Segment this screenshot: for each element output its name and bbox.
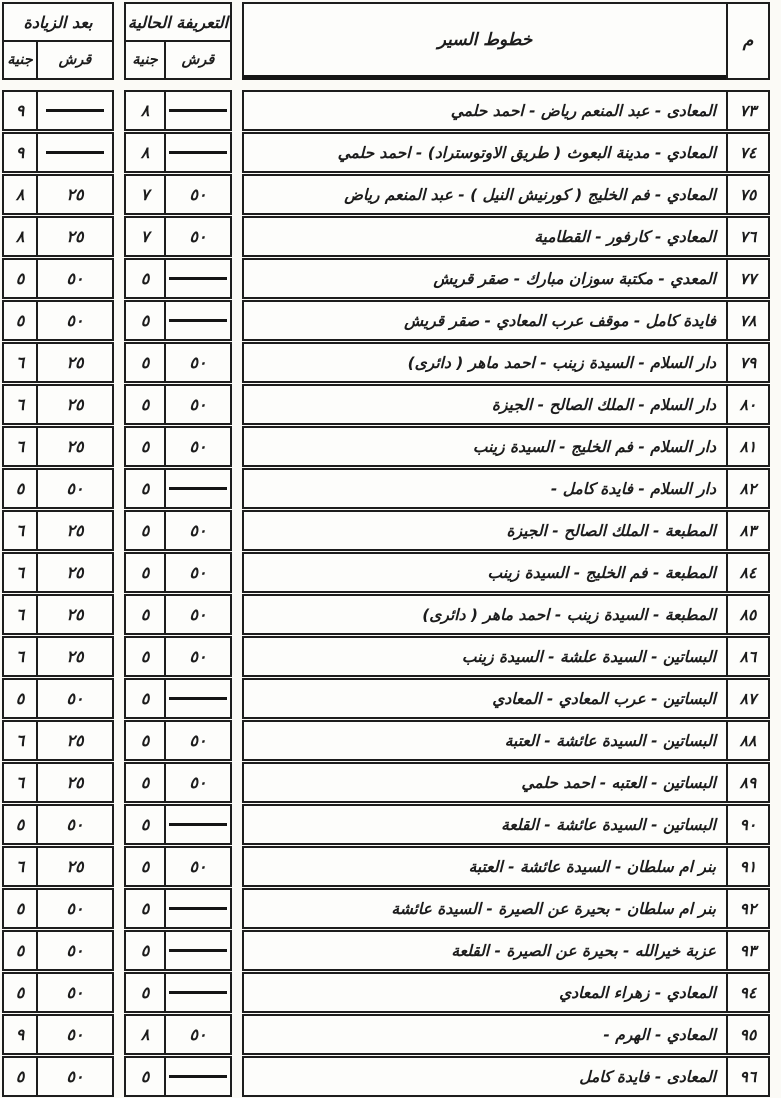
current-qirsh-cell xyxy=(164,888,232,929)
after-qirsh-cell: ٥٠ xyxy=(36,678,114,719)
row-number-cell: ٩٠ xyxy=(726,804,770,845)
dash-placeholder xyxy=(169,991,227,994)
after-qirsh-cell: ٢٥ xyxy=(36,552,114,593)
current-geneh-cell: ٥ xyxy=(124,720,166,761)
table-row xyxy=(0,846,781,887)
dash-placeholder xyxy=(169,949,227,952)
table-row xyxy=(0,384,781,425)
row-number-cell: ٨١ xyxy=(726,426,770,467)
dash-placeholder xyxy=(169,907,227,910)
current-qirsh-cell: ٥٠ xyxy=(164,846,232,887)
route-cell: بنر ام سلطان - السيدة عائشة - العتبة xyxy=(242,846,728,887)
table-row xyxy=(0,216,781,257)
current-geneh-cell: ٥ xyxy=(124,762,166,803)
current-geneh-cell: ٥ xyxy=(124,300,166,341)
current-geneh-cell: ٥ xyxy=(124,846,166,887)
current-geneh-cell: ٥ xyxy=(124,552,166,593)
after-qirsh-cell: ٥٠ xyxy=(36,300,114,341)
dash-placeholder xyxy=(169,151,227,154)
route-cell: المعادي - زهراء المعادي xyxy=(242,972,728,1013)
after-geneh-cell: ٦ xyxy=(2,594,38,635)
after-geneh-cell: ٦ xyxy=(2,636,38,677)
dash-placeholder xyxy=(169,823,227,826)
table-row xyxy=(0,258,781,299)
row-number-cell: ٩١ xyxy=(726,846,770,887)
routes-table-body xyxy=(0,90,781,1097)
table-header xyxy=(2,2,781,80)
after-geneh-cell: ٦ xyxy=(2,510,38,551)
after-geneh-cell: ٩ xyxy=(2,90,38,131)
routes-column-header: خطوط السير xyxy=(242,2,728,80)
current-qirsh-cell: ٥٠ xyxy=(164,342,232,383)
route-cell: دار السلام - فايدة كامل - xyxy=(242,468,728,509)
current-geneh-cell: ٨ xyxy=(124,90,166,131)
current-geneh-cell: ٧ xyxy=(124,216,166,257)
after-geneh-cell: ٨ xyxy=(2,216,38,257)
current-geneh-cell: ٥ xyxy=(124,972,166,1013)
current-qirsh-cell: ٥٠ xyxy=(164,174,232,215)
current-geneh-cell: ٥ xyxy=(124,888,166,929)
route-cell: البساتين - العتبه - احمد حلمي xyxy=(242,762,728,803)
after-qirsh-cell: ٥٠ xyxy=(36,1056,114,1097)
after-geneh-cell: ٥ xyxy=(2,972,38,1013)
after-geneh-cell: ٦ xyxy=(2,846,38,887)
current-qirsh-cell xyxy=(164,972,232,1013)
route-cell: البساتين - السيدة عائشة - القلعة xyxy=(242,804,728,845)
row-number-cell: ٨٢ xyxy=(726,468,770,509)
after-qirsh-cell: ٥٠ xyxy=(36,258,114,299)
after-geneh-cell: ٩ xyxy=(2,1014,38,1055)
row-number-cell: ٨٩ xyxy=(726,762,770,803)
after-qirsh-cell: ٥٠ xyxy=(36,804,114,845)
current-qirsh-cell xyxy=(164,678,232,719)
after-qirsh-cell: ٢٥ xyxy=(36,762,114,803)
route-cell: فايدة كامل - موقف عرب المعادي - صقر قريش xyxy=(242,300,728,341)
current-tariff-subheaders xyxy=(124,40,232,80)
table-row xyxy=(0,552,781,593)
route-cell: عزبة خيرالله - بحيرة عن الصيرة - القلعة xyxy=(242,930,728,971)
row-number-cell: ٨٧ xyxy=(726,678,770,719)
row-number-cell: ٩٣ xyxy=(726,930,770,971)
after-qirsh-cell: ٢٥ xyxy=(36,342,114,383)
table-row xyxy=(0,174,781,215)
table-row xyxy=(0,426,781,467)
after-qirsh-cell: ٢٥ xyxy=(36,216,114,257)
current-geneh-cell: ٧ xyxy=(124,174,166,215)
after-qirsh-header: قرش xyxy=(36,40,114,80)
current-qirsh-cell xyxy=(164,1056,232,1097)
row-number-cell: ٨٤ xyxy=(726,552,770,593)
current-qirsh-cell xyxy=(164,258,232,299)
table-row xyxy=(0,1056,781,1097)
current-geneh-cell: ٥ xyxy=(124,804,166,845)
route-cell: بنر ام سلطان - بحيرة عن الصيرة - السيدة عائشة xyxy=(242,888,728,929)
after-qirsh-cell: ٢٥ xyxy=(36,594,114,635)
table-row xyxy=(0,888,781,929)
after-qirsh-cell: ٥٠ xyxy=(36,468,114,509)
route-cell: المطبعة - السيدة زينب - احمد ماهر ( دائرى) xyxy=(242,594,728,635)
current-geneh-cell: ٥ xyxy=(124,510,166,551)
after-geneh-cell: ٥ xyxy=(2,888,38,929)
route-cell: المعادي - الهرم - xyxy=(242,1014,728,1055)
current-qirsh-cell xyxy=(164,468,232,509)
table-row xyxy=(0,90,781,131)
dash-placeholder xyxy=(169,319,227,322)
dash-placeholder xyxy=(46,109,104,112)
route-cell: المعادي - كارفور - القطامية xyxy=(242,216,728,257)
after-geneh-cell: ٥ xyxy=(2,930,38,971)
table-row xyxy=(0,720,781,761)
after-qirsh-cell: ٥٠ xyxy=(36,972,114,1013)
after-geneh-header: جنية xyxy=(2,40,38,80)
after-geneh-cell: ٦ xyxy=(2,342,38,383)
row-number-cell: ٧٦ xyxy=(726,216,770,257)
table-row xyxy=(0,594,781,635)
current-qirsh-cell xyxy=(164,90,232,131)
dash-placeholder xyxy=(169,1075,227,1078)
current-qirsh-cell: ٥٠ xyxy=(164,594,232,635)
after-qirsh-cell: ٢٥ xyxy=(36,384,114,425)
row-number-cell: ٧٧ xyxy=(726,258,770,299)
current-qirsh-cell: ٥٠ xyxy=(164,216,232,257)
table-row xyxy=(0,510,781,551)
row-number-cell: ٧٣ xyxy=(726,90,770,131)
dash-placeholder xyxy=(169,109,227,112)
current-geneh-cell: ٥ xyxy=(124,594,166,635)
after-qirsh-cell: ٥٠ xyxy=(36,1014,114,1055)
route-cell: دار السلام - فم الخليج - السيدة زينب xyxy=(242,426,728,467)
current-qirsh-cell: ٥٠ xyxy=(164,636,232,677)
table-row xyxy=(0,1014,781,1055)
current-geneh-cell: ٨ xyxy=(124,132,166,173)
after-increase-group-label: بعد الزيادة xyxy=(2,2,114,42)
after-geneh-cell: ٦ xyxy=(2,552,38,593)
row-number-cell: ٧٩ xyxy=(726,342,770,383)
route-cell: المطبعة - فم الخليج - السيدة زينب xyxy=(242,552,728,593)
after-qirsh-cell: ٢٥ xyxy=(36,510,114,551)
route-cell: المعادى - عبد المنعم رياض - احمد حلمي xyxy=(242,90,728,131)
route-cell: المعادي - فم الخليج ( كورنيش النيل ) - عبد المنعم رياض xyxy=(242,174,728,215)
current-qirsh-cell: ٥٠ xyxy=(164,720,232,761)
dash-placeholder xyxy=(169,277,227,280)
route-cell: البساتين - السيدة عائشة - العتبة xyxy=(242,720,728,761)
dash-placeholder xyxy=(169,697,227,700)
row-number-cell: ٩٢ xyxy=(726,888,770,929)
after-geneh-cell: ٨ xyxy=(2,174,38,215)
table-row xyxy=(0,762,781,803)
route-cell: البساتين - السيدة علشة - السيدة زينب xyxy=(242,636,728,677)
after-qirsh-cell: ٢٥ xyxy=(36,720,114,761)
row-number-cell: ٨٦ xyxy=(726,636,770,677)
route-cell: دار السلام - الملك الصالح - الجيزة xyxy=(242,384,728,425)
after-geneh-cell: ٩ xyxy=(2,132,38,173)
current-geneh-cell: ٥ xyxy=(124,636,166,677)
table-row xyxy=(0,930,781,971)
after-qirsh-cell: ٢٥ xyxy=(36,846,114,887)
route-cell: البساتين - عرب المعادي - المعادي xyxy=(242,678,728,719)
after-geneh-cell: ٥ xyxy=(2,468,38,509)
current-geneh-cell: ٥ xyxy=(124,1056,166,1097)
after-increase-group xyxy=(2,2,114,80)
dash-placeholder xyxy=(169,487,227,490)
row-number-cell: ٨٠ xyxy=(726,384,770,425)
current-geneh-header: جنية xyxy=(124,40,166,80)
row-number-cell: ٩٦ xyxy=(726,1056,770,1097)
row-number-cell: ٨٥ xyxy=(726,594,770,635)
after-geneh-cell: ٦ xyxy=(2,426,38,467)
row-number-cell: ٨٨ xyxy=(726,720,770,761)
current-geneh-cell: ٥ xyxy=(124,426,166,467)
current-qirsh-cell: ٥٠ xyxy=(164,384,232,425)
current-tariff-group-label: التعريفة الحالية xyxy=(124,2,232,42)
current-tariff-group xyxy=(124,2,232,80)
after-qirsh-cell xyxy=(36,132,114,173)
dash-placeholder xyxy=(46,151,104,154)
after-geneh-cell: ٥ xyxy=(2,1056,38,1097)
current-geneh-cell: ٥ xyxy=(124,468,166,509)
table-row xyxy=(0,300,781,341)
serial-column-header: م xyxy=(726,2,770,80)
route-cell: المعادي - مدينة البعوث ( طريق الاوتوستراد) - احمد حلمي xyxy=(242,132,728,173)
route-cell: المعدي - مكتبة سوزان مبارك - صقر قريش xyxy=(242,258,728,299)
table-row xyxy=(0,468,781,509)
table-row xyxy=(0,342,781,383)
after-qirsh-cell xyxy=(36,90,114,131)
after-geneh-cell: ٥ xyxy=(2,258,38,299)
current-qirsh-cell xyxy=(164,132,232,173)
after-geneh-cell: ٦ xyxy=(2,762,38,803)
after-increase-subheaders xyxy=(2,40,114,80)
table-row xyxy=(0,972,781,1013)
current-geneh-cell: ٥ xyxy=(124,342,166,383)
after-qirsh-cell: ٥٠ xyxy=(36,930,114,971)
route-cell: المعادى - فايدة كامل xyxy=(242,1056,728,1097)
after-qirsh-cell: ٢٥ xyxy=(36,426,114,467)
after-qirsh-cell: ٢٥ xyxy=(36,636,114,677)
current-qirsh-cell xyxy=(164,300,232,341)
current-qirsh-cell: ٥٠ xyxy=(164,552,232,593)
table-row xyxy=(0,132,781,173)
current-qirsh-cell: ٥٠ xyxy=(164,510,232,551)
route-cell: المطبعة - الملك الصالح - الجيزة xyxy=(242,510,728,551)
after-geneh-cell: ٦ xyxy=(2,720,38,761)
row-number-cell: ٩٤ xyxy=(726,972,770,1013)
table-row xyxy=(0,636,781,677)
current-qirsh-cell: ٥٠ xyxy=(164,762,232,803)
current-geneh-cell: ٥ xyxy=(124,258,166,299)
after-geneh-cell: ٥ xyxy=(2,678,38,719)
row-number-cell: ٩٥ xyxy=(726,1014,770,1055)
after-qirsh-cell: ٥٠ xyxy=(36,888,114,929)
after-qirsh-cell: ٢٥ xyxy=(36,174,114,215)
row-number-cell: ٧٤ xyxy=(726,132,770,173)
current-qirsh-cell: ٥٠ xyxy=(164,1014,232,1055)
after-geneh-cell: ٦ xyxy=(2,384,38,425)
current-geneh-cell: ٨ xyxy=(124,1014,166,1055)
row-number-cell: ٧٥ xyxy=(726,174,770,215)
table-row xyxy=(0,678,781,719)
row-number-cell: ٨٣ xyxy=(726,510,770,551)
current-geneh-cell: ٥ xyxy=(124,384,166,425)
after-geneh-cell: ٥ xyxy=(2,804,38,845)
current-geneh-cell: ٥ xyxy=(124,930,166,971)
current-qirsh-header: قرش xyxy=(164,40,232,80)
current-qirsh-cell xyxy=(164,930,232,971)
current-geneh-cell: ٥ xyxy=(124,678,166,719)
route-cell: دار السلام - السيدة زينب - احمد ماهر ( دائرى) xyxy=(242,342,728,383)
after-geneh-cell: ٥ xyxy=(2,300,38,341)
current-qirsh-cell: ٥٠ xyxy=(164,426,232,467)
table-row xyxy=(0,804,781,845)
row-number-cell: ٧٨ xyxy=(726,300,770,341)
current-qirsh-cell xyxy=(164,804,232,845)
